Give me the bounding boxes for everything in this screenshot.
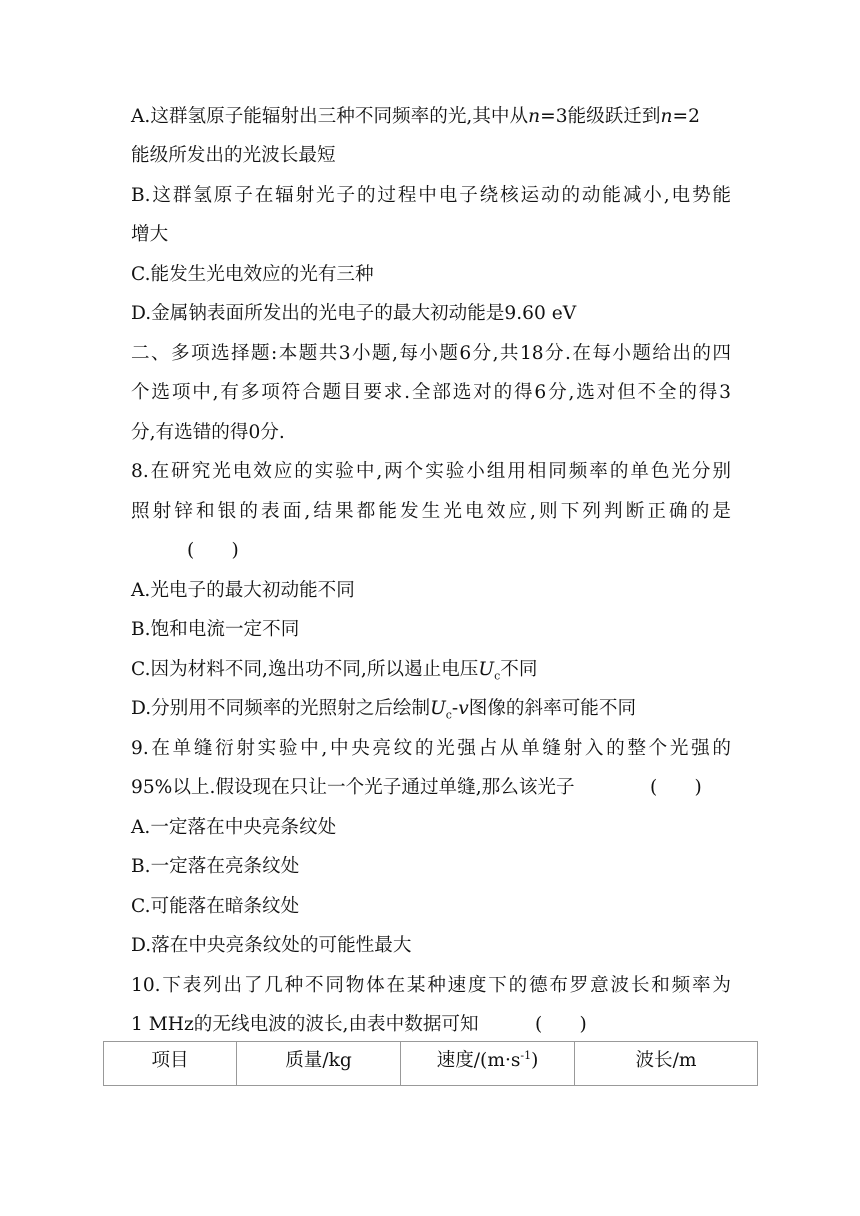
q10-answer-paren: ( ): [535, 1014, 587, 1035]
q9-stem-line-1: 9.在单缝衍射实验中,中央亮纹的光强占从单缝射入的整个光强的: [131, 738, 731, 759]
q8-option-c: [131, 657, 537, 683]
table-header-cell: 波长/m: [575, 1042, 758, 1086]
q8-stem-line-1: 8.在研究光电效应的实验中,两个实验小组用相同频率的单色光分别: [131, 461, 731, 482]
var-v: v: [458, 698, 469, 719]
superscript: -1: [520, 1048, 532, 1062]
section-2-line-2: 个选项中,有多项符合题目要求.全部选对的得6分,选对但不全的得3: [131, 382, 731, 403]
option-a-text-2: =3能级跃迁到: [540, 106, 661, 127]
close-paren: ): [531, 1050, 539, 1071]
q9-answer-paren: ( ): [650, 777, 702, 798]
option-b-line-1: B.这群氢原子在辐射光子的过程中电子绕核运动的动能减小,电势能: [131, 185, 731, 206]
section-2-line-3: 分,有选错的得0分.: [131, 422, 285, 443]
var-n: n: [660, 106, 673, 127]
var-n: n: [528, 106, 541, 127]
subscript-c: c: [445, 708, 452, 722]
q10-stem-line-2: 1 MHz的无线电波的波长,由表中数据可知: [131, 1014, 479, 1035]
table-header-text: 速度/(m·s: [436, 1050, 521, 1071]
option-a-text-3: =2: [672, 106, 700, 127]
table-header-cell: 质量/kg: [237, 1042, 401, 1086]
q8-option-c-text: C.因为材料不同,逸出功不同,所以遏止电压: [131, 659, 479, 680]
table-header-cell: 项目: [104, 1042, 237, 1086]
q9-option-d: D.落在中央亮条纹处的可能性最大: [131, 935, 412, 956]
dash: -: [451, 698, 459, 719]
subscript-c: c: [494, 669, 501, 683]
q8-option-a: A.光电子的最大初动能不同: [131, 580, 355, 601]
q8-option-b: B.饱和电流一定不同: [131, 619, 300, 640]
q9-option-c: C.可能落在暗条纹处: [131, 896, 300, 917]
table-header-cell: [401, 1042, 575, 1086]
q9-option-b: B.一定落在亮条纹处: [131, 856, 300, 877]
option-c: C.能发生光电效应的光有三种: [131, 264, 374, 285]
var-u: U: [430, 698, 446, 719]
q8-stem-line-2: 照射锌和银的表面,结果都能发生光电效应,则下列判断正确的是: [131, 501, 731, 522]
q10-stem-line-1: 10.下表列出了几种不同物体在某种速度下的德布罗意波长和频率为: [131, 975, 731, 996]
table-header-row: [104, 1042, 758, 1086]
q8-answer-paren: ( ): [187, 540, 239, 561]
option-b-line-2: 增大: [131, 224, 169, 245]
q8-option-d: [131, 696, 636, 722]
option-a-line-2: 能级所发出的光波长最短: [131, 145, 336, 166]
q8-option-d-text: D.分别用不同频率的光照射之后绘制: [131, 698, 431, 719]
var-u: U: [478, 659, 495, 680]
option-d: D.金属钠表面所发出的光电子的最大初动能是9.60 eV: [131, 303, 577, 324]
option-a-text: A.这群氢原子能辐射出三种不同频率的光,其中从: [131, 106, 529, 127]
q9-option-a: A.一定落在中央亮条纹处: [131, 817, 337, 838]
q9-stem-line-2: 95%以上.假设现在只让一个光子通过单缝,那么该光子: [131, 777, 575, 798]
q8-option-d-text-2: 图像的斜率可能不同: [468, 698, 637, 719]
q8-option-c-text-2: 不同: [500, 659, 538, 680]
option-a-line-1: [131, 104, 700, 130]
data-table: [103, 1041, 758, 1086]
section-2-line-1: 二、多项选择题:本题共3小题,每小题6分,共18分.在每小题给出的四: [131, 343, 731, 364]
